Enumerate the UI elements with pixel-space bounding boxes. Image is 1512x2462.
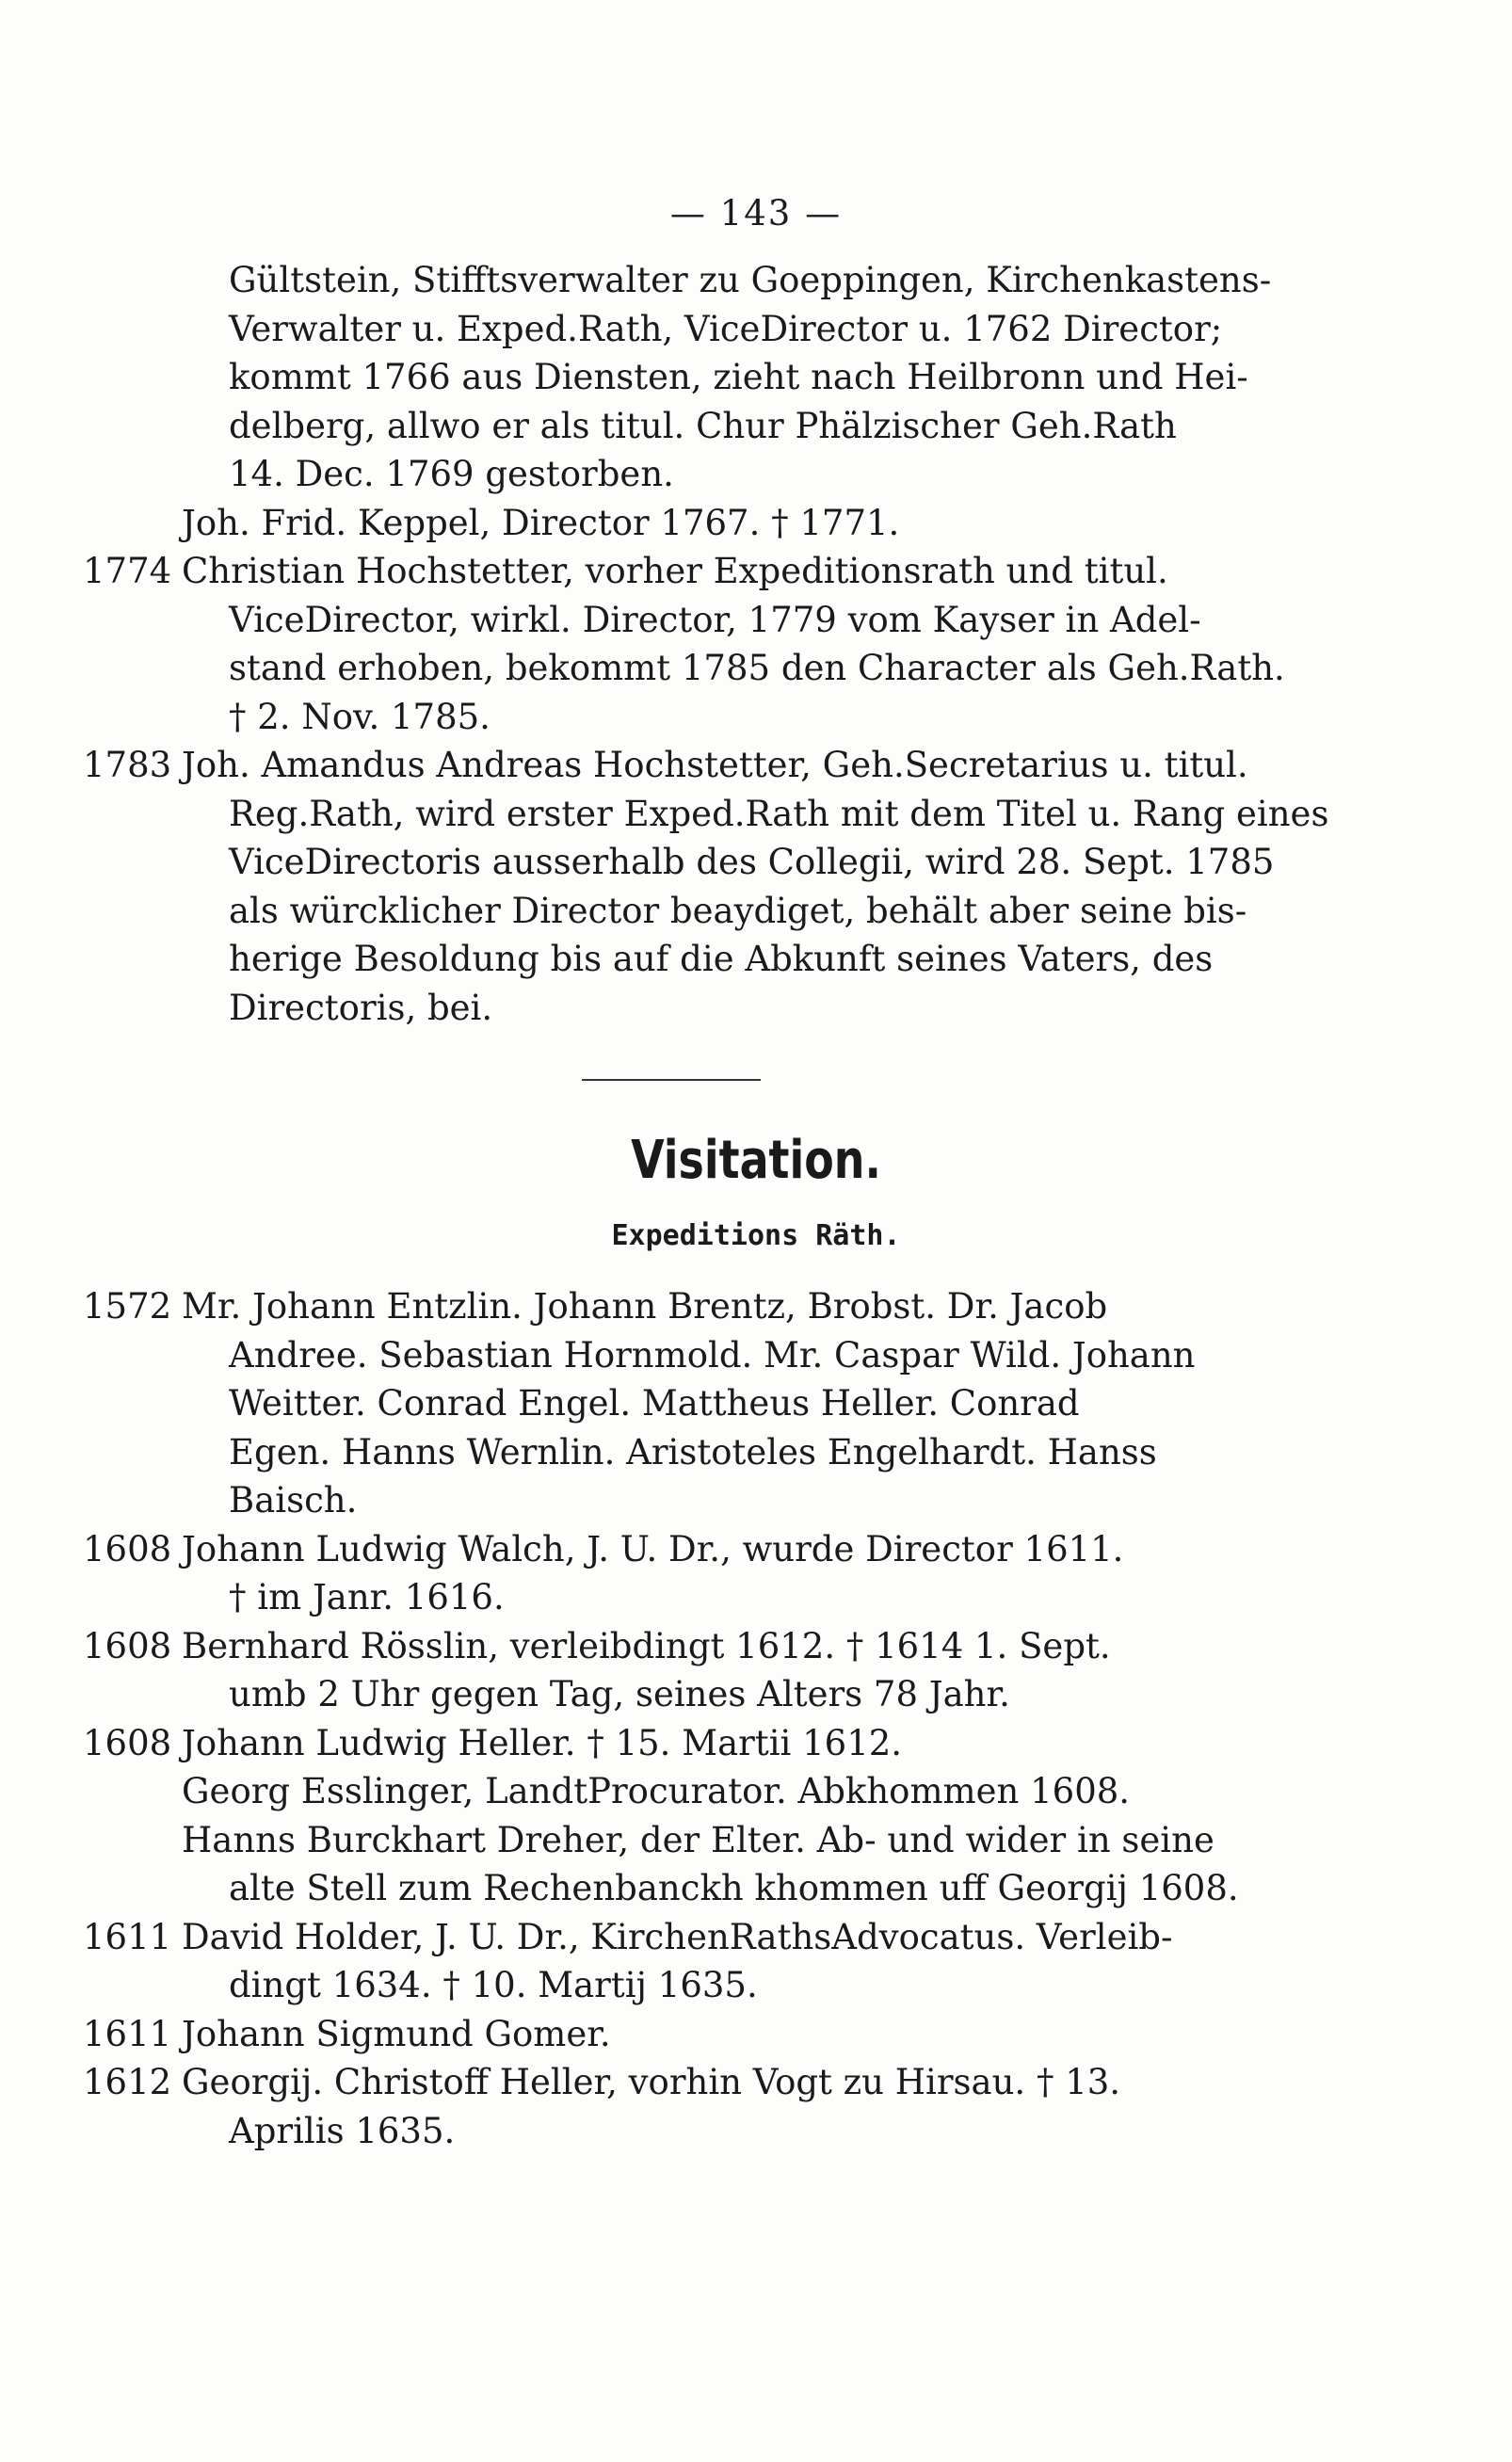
entry-line-dated xyxy=(83,1282,1250,1331)
entry-line-dated xyxy=(83,1913,1250,1962)
entry-line xyxy=(83,1331,1250,1380)
entry-text: † im Janr. 1616. xyxy=(229,1577,505,1617)
entry-line xyxy=(83,838,1275,887)
entry-text: ViceDirectoris ausserhalb des Collegii, wird 28. Sept. 1785 xyxy=(229,842,1275,882)
entry-text: Egen. Hanns Wernlin. Aristoteles Engelhardt. Hanss xyxy=(229,1431,1157,1472)
entry-text: Mr. Johann Entzlin. Johann Brentz, Brobst. Dr. Jacob xyxy=(182,1286,1108,1327)
entry-line-dated xyxy=(83,2010,1250,2059)
entry-text: dingt 1634. † 10. Martij 1635. xyxy=(229,1965,758,2005)
entry-text: Johann Ludwig Walch, J. U. Dr., wurde Director 1611. xyxy=(182,1528,1124,1569)
entry-text: Weitter. Conrad Engel. Mattheus Heller. Conrad xyxy=(229,1383,1080,1424)
entry-line xyxy=(83,1767,1250,1816)
entry-line xyxy=(83,1670,1250,1719)
entry-year: 1774 xyxy=(83,551,172,591)
entry-line xyxy=(83,305,1250,354)
entry-text: Aprilis 1635. xyxy=(229,2110,456,2151)
entry-text: stand erhoben, bekommt 1785 den Character als Geh.Rath. xyxy=(229,648,1285,688)
entry-line xyxy=(83,984,1250,1033)
entry-line xyxy=(83,644,1285,693)
entry-line-dated xyxy=(83,1719,1250,1768)
entry-year: 1612 xyxy=(83,2062,172,2102)
entry-text: Georgij. Christoff Heller, vorhin Vogt zu Hirsau. † 13. xyxy=(182,2062,1121,2102)
entry-year: 1611 xyxy=(83,1916,172,1957)
entry-line xyxy=(83,887,1250,936)
entry-line xyxy=(83,935,1250,984)
entry-text: Joh. Frid. Keppel, Director 1767. † 1771. xyxy=(182,502,900,543)
entry-line xyxy=(83,1379,1250,1428)
entry-text: Hanns Burckhart Dreher, der Elter. Ab- und wider in seine xyxy=(182,1819,1214,1860)
section-divider xyxy=(582,1079,761,1081)
entry-text: Reg.Rath, wird erster Exped.Rath mit dem Titel u. Rang eines xyxy=(229,793,1329,834)
entry-line xyxy=(83,2107,1250,2156)
entry-line xyxy=(83,1816,1250,1865)
entry-text: kommt 1766 aus Diensten, zieht nach Heilbronn und Hei- xyxy=(229,357,1248,397)
entry-text: Christian Hochstetter, vorher Expeditionsrath und titul. xyxy=(182,551,1168,591)
entry-line xyxy=(83,1864,1250,1913)
entry-text: alte Stell zum Rechenbanckh khommen uff Georgij 1608. xyxy=(229,1868,1239,1908)
entry-line xyxy=(83,1961,1250,2010)
entry-text: 14. Dec. 1769 gestorben. xyxy=(229,454,674,494)
entry-line xyxy=(83,353,1250,402)
entry-text: umb 2 Uhr gegen Tag, seines Alters 78 Jahr. xyxy=(229,1674,1010,1714)
entries-section-2 xyxy=(83,1282,1250,2155)
entry-text: Directoris, bei. xyxy=(229,987,493,1028)
entry-text: Joh. Amandus Andreas Hochstetter, Geh.Secretarius u. titul. xyxy=(182,745,1248,785)
entry-text: Baisch. xyxy=(229,1480,358,1521)
entry-year: 1608 xyxy=(83,1722,172,1763)
entry-line xyxy=(83,256,1272,305)
entry-line xyxy=(83,693,1250,742)
entry-text: Georg Esslinger, LandtProcurator. Abkhommen 1608. xyxy=(182,1771,1131,1811)
entry-year: 1608 xyxy=(83,1528,172,1569)
entry-text: Johann Sigmund Gomer. xyxy=(182,2013,611,2054)
entry-line-dated xyxy=(83,1525,1250,1574)
page-number: — 143 — xyxy=(669,193,843,233)
entry-line-dated xyxy=(83,547,1250,596)
entry-year: 1608 xyxy=(83,1625,172,1666)
entry-line xyxy=(83,1573,1250,1622)
entry-year: 1572 xyxy=(83,1286,172,1327)
section-subheading: Expeditions Räth. xyxy=(611,1219,901,1252)
entry-text: Verwalter u. Exped.Rath, ViceDirector u. 1762 Director; xyxy=(229,308,1223,349)
entry-text: † 2. Nov. 1785. xyxy=(229,696,491,737)
entry-text: Gültstein, Stifftsverwalter zu Goeppingen, Kirchenkastens- xyxy=(229,260,1272,300)
entry-line xyxy=(83,450,1250,499)
section-heading: Visitation. xyxy=(631,1130,881,1191)
entry-text: ViceDirector, wirkl. Director, 1779 vom Kayser in Adel- xyxy=(229,599,1201,640)
entry-line-dated xyxy=(83,741,1250,790)
entry-line-dated xyxy=(83,1622,1250,1671)
entry-line xyxy=(83,499,1250,548)
entry-text: delberg, allwo er als titul. Chur Phälzischer Geh.Rath xyxy=(229,405,1177,446)
entry-line xyxy=(83,402,1250,451)
entry-line xyxy=(83,596,1250,645)
entry-text: als würcklicher Director beaydiget, behält aber seine bis- xyxy=(229,890,1247,931)
entries-section-1 xyxy=(83,256,1329,1032)
entry-line-dated xyxy=(83,2058,1250,2107)
entry-line xyxy=(83,1476,1250,1525)
entry-text: Bernhard Rösslin, verleibdingt 1612. † 1614 1. Sept. xyxy=(182,1625,1111,1666)
entry-line xyxy=(83,790,1329,839)
entry-text: herige Besoldung bis auf die Abkunft seines Vaters, des xyxy=(229,939,1214,979)
entry-year: 1783 xyxy=(83,745,172,785)
entry-line xyxy=(83,1428,1250,1477)
entry-text: Johann Ludwig Heller. † 15. Martii 1612. xyxy=(182,1722,903,1763)
entry-text: Andree. Sebastian Hornmold. Mr. Caspar Wild. Johann xyxy=(229,1334,1196,1376)
entry-year: 1611 xyxy=(83,2013,172,2054)
entry-text: David Holder, J. U. Dr., KirchenRathsAdvocatus. Verleib- xyxy=(182,1916,1173,1957)
